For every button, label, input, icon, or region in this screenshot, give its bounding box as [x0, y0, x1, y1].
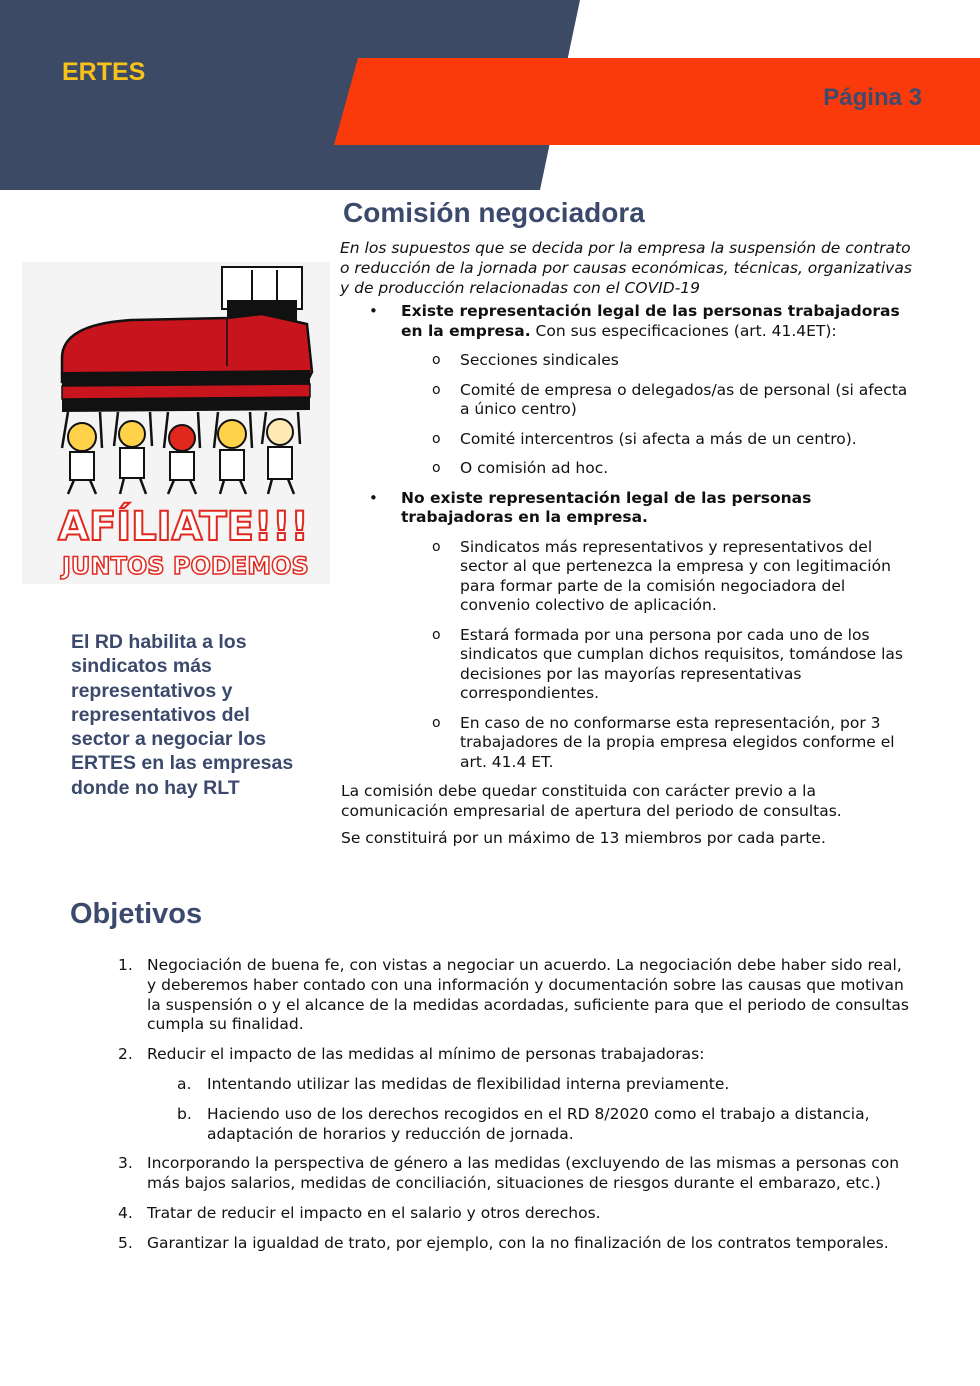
list-item: [340, 489, 920, 773]
closing-paragraph: La comisión debe quedar constituida con carácter previo a la comunicación empresarial de apertura del periodo de consultas.: [341, 782, 842, 820]
closing-paragraph: Se constituirá por un máximo de 13 miembros por cada parte.: [341, 829, 826, 847]
sub-list: [401, 351, 920, 479]
section-title: Comisión negociadora: [343, 197, 645, 228]
sub-marker: o: [432, 626, 441, 643]
sub-item: o Comité intercentros (si afecta a más de un centro).: [432, 429, 857, 448]
bullet-bold-text: Existe representación legal de las personas trabajadoras en la empresa.: [401, 302, 900, 340]
sub-marker: o: [432, 430, 441, 447]
sub-marker: o: [432, 538, 441, 555]
sub-item: o Estará formada por una persona por cada uno de los sindicatos que cumplan dichos requisitos, tomándose las decisiones por las mayorías representativas correspondientes.: [432, 625, 904, 702]
sub-item: o Comité de empresa o delegados/as de personal (si afecta a único centro): [432, 380, 908, 418]
intro-paragraph: En los supuestos que se decida por la empresa la suspensión de contrato o reducción de la jornada por causas económicas, técnicas, organizativas y de producción relacionadas con el COVID-19: [340, 239, 912, 297]
item-letter: b.: [177, 1104, 192, 1123]
sub-item: b. Haciendo uso de los derechos recogidos en el RD 8/2020 como el trabajo a distancia, adaptación de horarios y reducción de jornada.: [177, 1104, 870, 1143]
sub-marker: o: [432, 714, 441, 731]
sub-item: a. Intentando utilizar las medidas de flexibilidad interna previamente.: [177, 1074, 730, 1093]
item-number: 3.: [118, 1154, 133, 1173]
sidebar-note: El RD habilita a los sindicatos más representativos y representativos del sector a negociar los ERTES en las empresas donde no hay RLT: [71, 631, 294, 799]
sub-item: o En caso de no conformarse esta representación, por 3 trabajadores de la propia empresa elegidos conforme el art. 41.4 ET.: [432, 713, 895, 771]
list-item: [340, 302, 920, 479]
sub-marker: o: [432, 352, 441, 368]
shoe-icon: [22, 262, 330, 584]
objetivos-title: Objetivos: [70, 898, 203, 930]
sub-marker: o: [432, 381, 441, 398]
objetivos-list: [110, 956, 910, 1264]
bullet-bold-text: No existe representación legal de las personas trabajadoras en la empresa.: [401, 488, 812, 526]
sub-marker: o: [432, 460, 441, 476]
document-title: ERTES: [62, 58, 146, 86]
list-item: 3. Incorporando la perspectiva de género a las medidas (excluyendo de las mismas a personas con más bajos salarios, medidas de conciliación, situaciones de riesgos durante el embarazo, etc.): [118, 1154, 900, 1193]
bullet-list: [340, 302, 920, 772]
protest-shoe-illustration: [22, 262, 330, 584]
sub-item: o Sindicatos más representativos y representativos del sector al que pertenezca la empresa y con legitimación para formar parte de la comisión negociadora del convenio colectivo de aplicación.: [432, 537, 891, 614]
item-number: 4.: [118, 1203, 133, 1222]
list-item: 2. Reducir el impacto de las medidas al mínimo de personas trabajadoras: a. Intentando utilizar las medidas de flexibilidad interna previamente. b. Haciendo uso de los derechos recogidos en el RD 8/2020 como el trabajo a distancia, adaptación de horarios y reducción de jornada.: [110, 1045, 910, 1144]
sub-item: o Secciones sindicales: [432, 351, 619, 369]
bullet-text: Con sus especificaciones (art. 41.4ET):: [530, 321, 837, 340]
comision-section: [340, 196, 920, 857]
item-letter: a.: [177, 1074, 192, 1093]
slogan-line2: JUNTOS PODEMOS: [62, 552, 309, 580]
list-item: 4. Tratar de reducir el impacto en el salario y otros derechos.: [118, 1203, 601, 1222]
slogan-line1: AFÍLIATE!!!: [58, 504, 309, 550]
item-number: 5.: [118, 1233, 133, 1252]
bullet-marker: •: [369, 302, 378, 320]
page-header: [0, 0, 980, 190]
sub-list: [401, 538, 920, 773]
bullet-marker: •: [369, 488, 378, 507]
item-number: 1.: [118, 956, 133, 974]
page-number: Página 3: [823, 84, 922, 111]
sub-list: [147, 1075, 910, 1144]
list-item: 5. Garantizar la igualdad de trato, por ejemplo, con la no finalización de los contratos temporales.: [118, 1233, 889, 1252]
item-number: 2.: [118, 1045, 133, 1064]
sub-item: o O comisión ad hoc.: [432, 459, 609, 477]
list-item: 1. Negociación de buena fe, con vistas a negociar un acuerdo. La negociación debe haber sido real, y deberemos haber contado con una información y documentación sobre las causas que motivan la suspensión o y el alcance de la medidas acordadas, suficiente para que el periodo de consultas cumpla su finalidad.: [118, 956, 909, 1034]
